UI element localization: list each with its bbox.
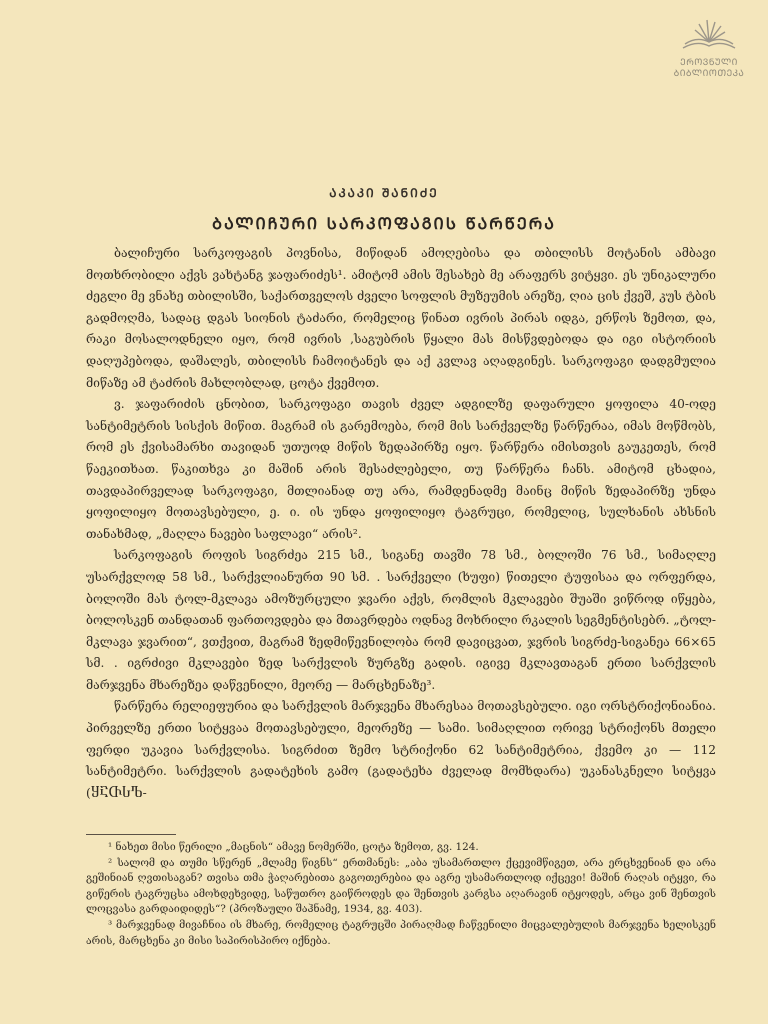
stamp-line-1: ᲔᲠᲝᲕᲜᲣᲚᲘ <box>680 58 738 68</box>
footnote: ² სალომ და თუმი სწერენ „მლამე წიგნს“ ერთმანეს: „აბა უსამართლო ქცევიმწიგეთ, არა ერცხვენიან და არა გეშინიან ღვთისაგან? თვისა თმა ჭაღარებითა გაგოთერებია და აგრე უსამართლოდ იქცევი! მაშინ რაღას იტყვი, რა გიწერის ტაგრუცსა ამოხდეხვიდე, საწუთრო გაიწროდეს და შენთვის კარგსა აღარავინ იტყოდეს, არცა ვინ შენთვის ლოცვასა გარდაიდიდეს“? (პროზაული შაჰნამე, 1934, გვ. 403). <box>86 856 716 916</box>
book-logo-icon <box>677 16 741 54</box>
footnote-separator <box>86 834 176 835</box>
footnote: ³ მარჯვენად მივაჩნია ის მხარე, რომელიც ტაგრუცში პირაღმად ჩაწვენილი მიცვალებულის მარჯვენა ხელისკენ არის, მარცხენა კი მისი საპირისპირო იქნება. <box>86 918 716 947</box>
footnotes <box>86 840 716 949</box>
stamp-line-2: ᲑᲘᲑᲚᲘᲝᲗᲔᲙᲐ <box>673 69 745 79</box>
footnote: ¹ ნახეთ მისი წერილი „მაცნის“ ამავე ნომერში, ცოტა ზემოთ, გვ. 124. <box>108 841 479 853</box>
paragraph: წარწერა რელიეფურია და სარქვლის მარჯვენა მხარესაა მოთავსებული. იგი ორსტრიქონიანია. პირველზე ერთი სიტყვაა მოთავსებული, მეორეზე — სამი. სიმაღლით ორივე სტრიქონს მთელი ფერდი უკავია სარქვლისა. სიგრძით ზემო სტრიქონი 62 სანტიმეტრია, ქვემო კი — 112 სანტიმეტრი. სარქვლის გადატეხის გამო (გადატეხა ძველად მომხდარა) უკანასკნელი სიტყვა (ႸႠႧႱႪ- <box>86 699 716 800</box>
article-author: ᲐᲙᲐᲙᲘ ᲨᲐᲜᲘᲫᲔ <box>329 186 439 200</box>
article-body <box>86 243 716 804</box>
paragraph: სარკოფაგის როფის სიგრძეა 215 სმ., სიგანე თავში 78 სმ., ბოლოში 76 სმ., სიმაღლე უსარქვლოდ 58 სმ., სარქვლიანურთ 90 სმ. . სარქველი (ხუფი) წითელი ტუფისაა და ორფერდა, ბოლოში მას ტოლ-მკლავა ამოზურცული ჯვარი აქვს, რომლის მკლავები შუაში ვიწროდ იწყება, ბოლოსკენ თანდათან ფართოვდება და მთავრდება ოდნავ მოხრილი რკალის სეგმენტისებრ. „ტოლ-მკლავა ჯვარით“, ვთქვით, მაგრამ ზედმიწევნილობა რომ დავიცვათ, ჯვრის სიგრძე-სიგანეა 66×65 სმ. . იგრძივი მკლავები ზედ სარქვლის ზურგზე გადის. იგივე მკლავთაგან ერთი სარქვლის მარჯვენა მხარეზეა დაწვენილი, მეორე — მარცხენაზე³. <box>86 548 716 692</box>
article-title: ᲑᲐᲚᲘᲩᲣᲠᲘ ᲡᲐᲠᲙᲝᲤᲐᲒᲘᲡ ᲬᲐᲠᲬᲔᲠᲐ <box>212 214 556 233</box>
paragraph: ვ. ჯაფარიძის ცნობით, სარკოფაგი თავის ძველ ადგილზე დაფარული ყოფილა 40-ოდე სანტიმეტრის სისქის მიწით. მაგრამ ის გარემოება, რომ მის სარქველზე წარწერაა, იმას მოწმობს, რომ ეს ქვისამარხი თავიდან უთუოდ მიწის ზედაპირზე იყო. წარწერა იმისთვის გაუკეთეს, რომ წაეკითხათ. წაკითხვა კი მაშინ არის შესაძლებელი, თუ წარწერა ჩანს. ამიტომ ცხადია, თავდაპირველად სარკოფაგი, მთლიანად თუ არა, რამდენადმე მაინც მიწის ზედაპირზე უნდა ყოფილიყო მოთავსებული, ე. ი. ის უნდა ყოფილიყო ტაგრუცი, რომელიც, სულხანის ახსნის თანახმად, „მაღლა ნავები საფლავი“ არის². <box>86 397 716 541</box>
paragraph: ბალიჩური სარკოფაგის პოვნისა, მიწიდან ამოღებისა და თბილისს მოტანის ამბავი მოთხრობილი აქვს ვახტანგ ჯაფარიძეს¹. ამიტომ ამის შესახებ მე არაფერს ვიტყვი. ეს უნიკალური ძეგლი მე ვნახე თბილისში, საქართველოს ძველი სოფლის მუზეუმის არეზე, ღია ცის ქვეშ, კუს ტბის გადმოღმა, სადაც დგას სიონის ტაძარი, რომელიც წინათ ივრის პირას იდგა, ერწოს ზემოთ, და, რაკი მოსალოდნელი იყო, რომ ივრის ,საგუბრის წყალი მას მისწვდებოდა და იგი ისტორიის დაღუპებოდა, დაშალეს, თბილისს ჩამოიტანეს და აქ კვლავ აღადგინეს. სარკოფაგი დადგმულია მიწაზე ამ ტაძრის მახლობლად, ცოტა ქვემოთ. <box>86 246 716 390</box>
library-stamp <box>664 16 754 80</box>
